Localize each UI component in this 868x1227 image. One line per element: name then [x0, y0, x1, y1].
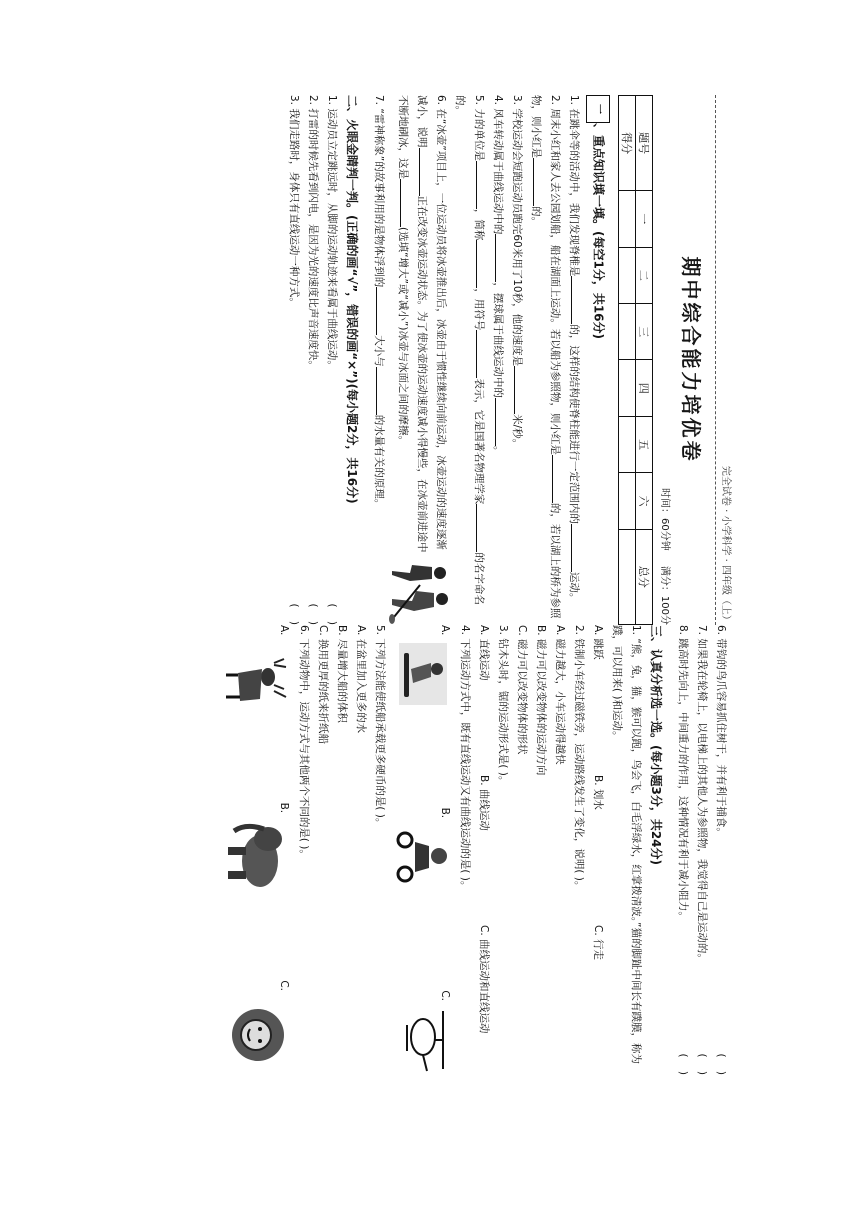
score-cell: 一: [636, 191, 653, 247]
answer-blank[interactable]: [571, 524, 582, 572]
judge-item-3: [284, 95, 303, 625]
answer-blank[interactable]: [495, 398, 506, 446]
answer-blank[interactable]: [476, 240, 487, 288]
score-entry-cell[interactable]: [619, 304, 636, 360]
q-text: 的名字命名的。: [454, 95, 485, 605]
answer-blank[interactable]: [400, 179, 411, 227]
score-cell: 二: [636, 247, 653, 303]
option-c[interactable]: C. 磁力可以改变物体的形状: [516, 625, 528, 755]
option-label: A.: [278, 625, 290, 636]
dashed-rule: [715, 95, 716, 625]
q-text: 5. 力的单位是: [473, 95, 485, 161]
q-text: (选填“增大”或“减小”)冰壶与冰面之间的摩擦。: [397, 227, 409, 446]
question-1-6-block: [388, 95, 450, 625]
score-table-row-scores: [619, 96, 636, 625]
option-label: B.: [278, 802, 290, 814]
option-b[interactable]: B. 磁力可以改变物体的运动方向: [535, 625, 547, 776]
score-cell: 三: [636, 304, 653, 360]
q-text: 4. 风车转动属于曲线运动中的: [492, 95, 504, 235]
choice-question-5: 5. 下列方法能使纸船承载更多硬币的是( )。: [374, 625, 386, 829]
question-1-7: [369, 95, 388, 625]
exam-page-back: [160, 625, 730, 1075]
skateboarder-image: [395, 639, 451, 709]
option-a[interactable]: [395, 625, 451, 709]
score-entry-cell[interactable]: [619, 473, 636, 529]
answer-parentheses[interactable]: ( ): [307, 603, 319, 625]
answer-parentheses[interactable]: ( ): [696, 1053, 708, 1075]
choice-options-3: [474, 625, 493, 1075]
curling-players-illustration: [388, 555, 450, 625]
q-text: 2. 周末小红和家人去公园划船，船在湖面上运动。若以船为参照物，则小红是: [549, 95, 561, 455]
q-text: ，用符号: [473, 288, 485, 331]
judge-item-7: [692, 625, 711, 1075]
score-entry-cell[interactable]: [619, 247, 636, 303]
full-score: 满分：100分: [659, 565, 670, 625]
q-text: 的水量有关的原理。: [373, 414, 385, 510]
exam-page-front: [175, 95, 735, 625]
answer-blank[interactable]: [476, 504, 487, 552]
judge-text: 7. 如果我在轮椅上，以电梯上的其他人为参照物，我觉得自己是运动的。: [696, 625, 708, 964]
option-b[interactable]: B. 尽量增大船的体积: [336, 625, 348, 723]
choice-question-2: 2. 铁制小车经过磁铁旁，运动路线发生了变化，说明( )。: [573, 625, 585, 892]
section2-heading: 二、火眼金睛判一判。(正确的画“√”，错误的画“×”)(每小题2分，共16分): [345, 95, 359, 504]
option-c[interactable]: C. 曲线运动和直线运动: [478, 925, 490, 1034]
choice-question-4: 4. 下列运动方式中，既有直线运动又有曲线运动的是( )。: [459, 625, 471, 892]
answer-blank[interactable]: [476, 161, 487, 209]
answer-parentheses[interactable]: ( ): [715, 1053, 727, 1075]
q-text: ，摆球属于曲线运动中的: [492, 282, 504, 398]
score-entry-cell[interactable]: [619, 360, 636, 416]
choice-question-1: 1. “熊，兔，猫，猴可以跑，鸟会飞，白毛浮绿水，红掌拨清波。”猫的脚趾中间长有蹼膜，称为蹼，可以用来( )和运动。: [611, 625, 642, 1064]
option-a[interactable]: A. 直线运动: [478, 625, 490, 681]
option-c[interactable]: C. 行走: [592, 925, 604, 961]
option-b[interactable]: [395, 808, 451, 893]
judge-item-1: [322, 95, 341, 625]
q-text: 的，若以湖上的桥为参照物，则小红是: [530, 95, 561, 619]
option-c[interactable]: [224, 980, 290, 1075]
judge-text: 8. 跳高时先向上，中间重力的作用，这种情况有利于减小阻力。: [677, 625, 689, 922]
exam-meta: [659, 95, 674, 625]
answer-blank[interactable]: [419, 148, 430, 196]
choice-pictures-4: [395, 625, 451, 1075]
judge-item-2: [303, 95, 322, 625]
q-text: 1. 在跳伞等的活动中，我们发现脊椎是: [568, 95, 580, 277]
q-text: ，简称: [473, 208, 485, 241]
score-entry-cell[interactable]: [619, 416, 636, 472]
option-label: C.: [278, 980, 290, 991]
option-a[interactable]: A. 磁力越大，小车运动得越快: [554, 625, 566, 765]
judge-text: 6. 带钩的鸟爪容易抓住树干，并有利于捕食。: [715, 625, 727, 838]
option-label: C.: [439, 990, 451, 1001]
option-a[interactable]: A. 跳跃: [592, 625, 604, 660]
answer-parentheses[interactable]: ( ): [288, 603, 300, 625]
option-b[interactable]: B. 划水: [592, 775, 604, 810]
choice-options-1: [588, 625, 607, 1075]
option-label: A.: [439, 625, 451, 636]
question-1-3: [507, 95, 526, 625]
time-limit: 时间：60分钟: [659, 487, 670, 551]
judge-text: 1. 运动员立定跳远时，从脚的运动轨迹来看属于曲线运动。: [326, 95, 338, 371]
score-cell: 五: [636, 416, 653, 472]
section-badge: 一: [586, 95, 610, 123]
choice-question-6: 6. 下列动物中，运动方式与其他两个不同的是( )。: [298, 625, 310, 860]
score-cell: 六: [636, 473, 653, 529]
section1-heading: [586, 95, 610, 625]
option-b[interactable]: B. 曲线运动: [478, 775, 490, 831]
score-cell: 总分: [636, 529, 653, 624]
judge-text: 2. 打雷的时候先看到闪电，是因为光的速度比声音速度快。: [307, 95, 319, 371]
option-a[interactable]: [224, 625, 290, 719]
answer-blank[interactable]: [476, 330, 487, 378]
exam-title: 期中综合能力培优卷: [679, 256, 703, 464]
lion-image: [224, 995, 290, 1075]
option-b[interactable]: [224, 803, 290, 898]
score-entry-cell[interactable]: [619, 191, 636, 247]
answer-blank[interactable]: [376, 367, 387, 415]
q-text: 正在改变冰壶运动状态。为了使冰壶的运动速度减小得慢些，在冰壶前进途中不断地刷冰，这是: [397, 95, 428, 553]
answer-blank[interactable]: [376, 287, 387, 335]
q-text: 的。: [530, 206, 542, 227]
score-cell: 四: [636, 360, 653, 416]
q-text: 表示，它是国著名物理学家: [473, 378, 485, 505]
option-a[interactable]: A. 在盆里加入更多的水: [355, 625, 367, 734]
section3-heading: 三、认真分析选一选。(每小题3分，共24分): [649, 625, 663, 866]
judge-item-6: [711, 625, 730, 1075]
option-c[interactable]: C. 换用更厚的纸来折纸船: [317, 625, 329, 745]
judge-item-8: [673, 625, 692, 1075]
answer-blank[interactable]: [533, 158, 544, 206]
q-text: 米/秒。: [511, 414, 523, 450]
section1-title: 、重点知识填一填。(每空1分，共16分): [591, 123, 606, 340]
judge-text: 3. 我们走路时，身体只有直线运动一种方式。: [288, 95, 300, 308]
q-text: 6. 在“冰壶”项目上，一位运动员将冰壶推出后，冰壶由于惯性继续向前运动，冰壶运动的速度逐渐减小，说明: [416, 95, 447, 550]
score-table: [618, 95, 653, 625]
helicopter-image: [395, 1005, 451, 1075]
score-entry-cell[interactable]: [619, 529, 636, 624]
elephant-image: [224, 817, 290, 897]
score-cell: 得分: [619, 96, 636, 191]
question-1-2: [526, 95, 564, 625]
score-cell: 题号: [636, 96, 653, 191]
option-label: B.: [439, 807, 451, 819]
question-1-4: [488, 95, 507, 625]
choice-pictures-6: [224, 625, 290, 1075]
series-label: 完全试卷 · 小学科学 · 四年级（上）: [720, 465, 731, 625]
motorcyclist-image: [395, 822, 451, 892]
answer-blank[interactable]: [552, 455, 563, 503]
question-1-1: [564, 95, 583, 625]
q-text: 大小与: [373, 335, 385, 367]
answer-blank[interactable]: [571, 276, 582, 324]
deer-image: [224, 639, 290, 719]
answer-blank[interactable]: [514, 366, 525, 414]
q-text: 。: [492, 445, 504, 457]
answer-parentheses[interactable]: ( ): [326, 603, 338, 625]
answer-blank[interactable]: [495, 234, 506, 282]
q-text: 7. “雷神称象”的故事利用的是物体浮到的: [373, 95, 385, 288]
choice-question-3: 3. 钻木头时，锯的运动形式是( )。: [497, 625, 509, 787]
question-1-6: [393, 95, 450, 555]
q-text: 3. 学校运动会短跑运动员跑完60米用了10秒，他的速度是: [511, 95, 523, 367]
option-c[interactable]: [395, 990, 451, 1075]
score-table-row-numbers: [636, 96, 653, 625]
q-text: 运动。: [568, 571, 580, 604]
answer-parentheses[interactable]: ( ): [677, 1053, 689, 1075]
question-1-5: [450, 95, 488, 625]
q-text: 的，这样的结构使脊柱能进行一定范围内的: [568, 324, 580, 524]
